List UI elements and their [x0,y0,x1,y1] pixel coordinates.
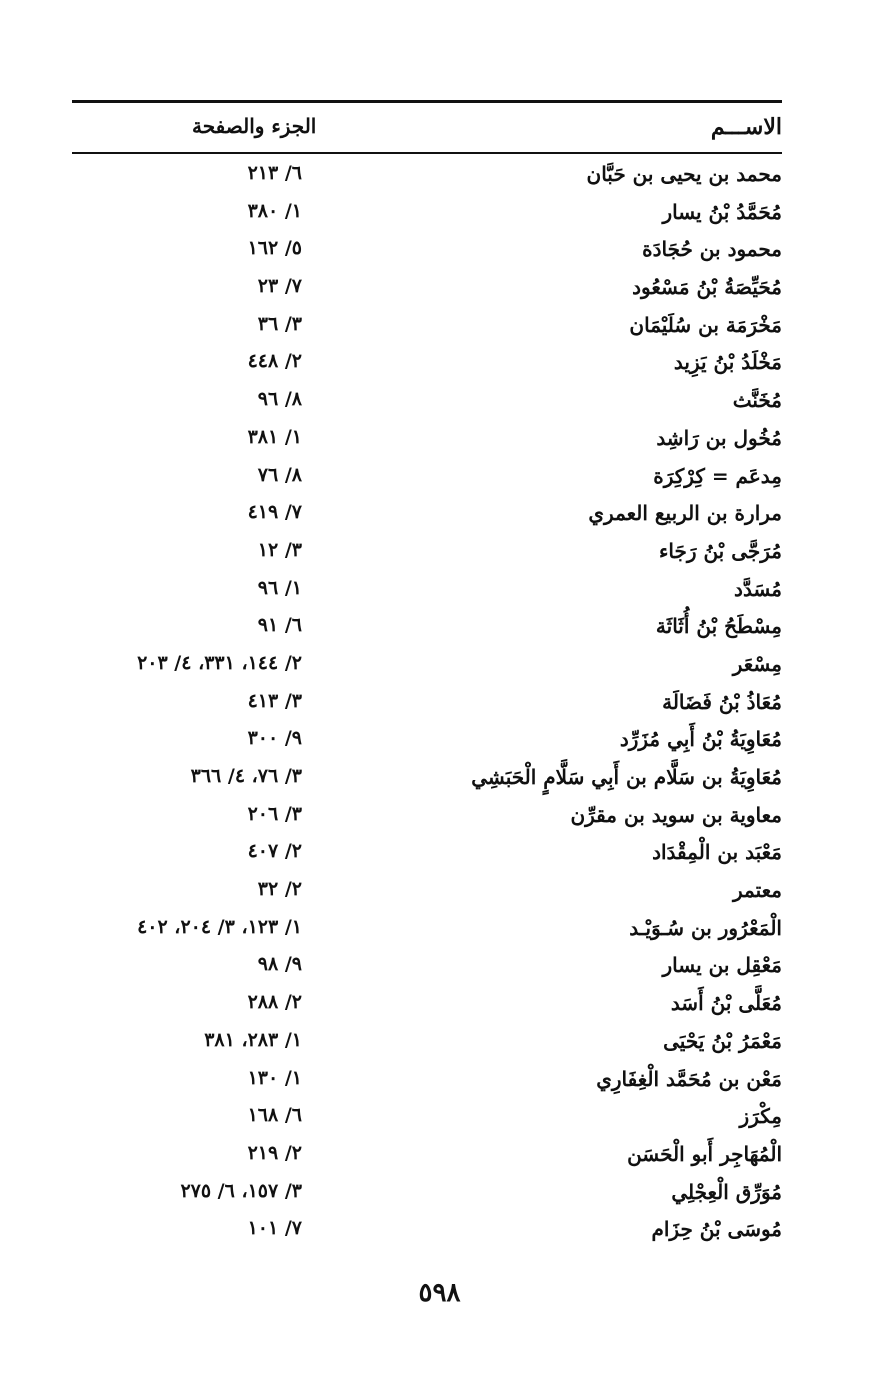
entry-reference: ١/ ١٣٠ [247,1066,302,1089]
entry-name: مُعَاذُ بْنُ فَضَالَة [662,689,782,714]
table-row [72,721,782,759]
reference-column-header: الجزء والصفحة [192,114,317,138]
table-row [72,1061,782,1099]
entry-name: مُوسَى بْنُ حِزَام [651,1217,782,1242]
entry-name: مُسَدَّد [734,576,782,601]
entry-name: مِدعَم = كِرْكِرَة [653,463,782,488]
table-row [72,910,782,948]
entry-reference: ٧/ ١٠١ [247,1217,302,1240]
table-row [72,947,782,985]
entry-reference: ٥/ ١٦٢ [247,237,302,260]
entry-reference: ٦/ ٢١٣ [247,162,302,184]
entry-name: مَعْبَد بن الْمِقْدَاد [652,840,782,865]
entry-reference: ٢/ ٢٨٨ [247,991,302,1014]
entry-name: مَخْلَدُ بْنُ يَزِيد [673,350,782,375]
entry-name: مُعَاوِيَةُ بْنُ أَبِي مُزَرِّد [619,727,782,752]
entry-name: مُعَلَّى بْنُ أَسَد [670,991,782,1016]
entry-reference: ٨/ ٧٦ [257,463,302,486]
top-rule [72,100,782,103]
table-row [72,646,782,684]
entry-name: مِسْطَحُ بْنُ أُثَاثَة [655,614,782,639]
entry-reference: ٢/ ٢١٩ [247,1141,302,1164]
name-column-header: الاســـم [710,114,782,140]
table-row [72,307,782,345]
entry-reference: ٣/ ٣٦ [257,312,302,335]
entry-name: مَعْقِل بن يسار [662,953,782,978]
table-row [72,1098,782,1136]
header-rule [72,152,782,154]
entry-name: مَعْمَرُ بْنُ يَحْيَى [663,1028,782,1053]
table-header [72,110,782,148]
table-row [72,684,782,722]
entry-reference: ٣/ ١٥٧، ٦/ ٢٧٥ [180,1179,302,1202]
entry-reference: ١/ ١٢٣، ٣/ ٢٠٤، ٤٠٢ [137,915,302,938]
table-row [72,1136,782,1174]
table-row [72,533,782,571]
entry-name: مُحَمَّدُ بْنُ يسار [662,199,782,224]
entry-reference: ٧/ ٤١٩ [247,501,302,524]
entry-reference: ٢/ ٤٠٧ [247,840,302,863]
entry-reference: ٦/ ٩١ [257,614,302,637]
table-row [72,872,782,910]
entry-reference: ١/ ٢٨٣، ٣٨١ [204,1028,302,1051]
entry-name: معاوية بن سويد بن مقرِّن [570,802,782,827]
table-row [72,495,782,533]
entry-name: معتمر [733,878,782,903]
entry-reference: ٢/ ١٤٤، ٣٣١، ٤/ ٢٠٣ [137,651,302,674]
table-row [72,344,782,382]
page-number: ٥٩٨ [418,1278,461,1308]
table-row [72,1211,782,1249]
entry-reference: ١/ ٣٨١ [247,425,302,448]
entry-name: مُرَجَّى بْنُ رَجَاء [658,538,782,563]
entry-name: مِكْرَز [739,1104,782,1129]
entry-name: مَخْرَمَة بن سُلَيْمَان [629,312,782,337]
table-row [72,194,782,232]
entry-reference: ٩/ ٣٠٠ [247,727,302,750]
table-row [72,797,782,835]
entry-name: مِسْعَر [732,651,782,676]
entry-name: مُعَاوِيَةُ بن سَلَّام بن أَبِي سَلَّامٍ الْحَبَشِي [471,765,782,789]
entry-reference: ٣/ ٧٦، ٤/ ٣٦٦ [190,765,302,787]
table-row [72,759,782,797]
entry-name: مُخَنَّث [732,388,782,413]
table-row [72,985,782,1023]
table-row [72,1023,782,1061]
table-row [72,571,782,609]
entry-name: مُوَرِّق الْعِجْلِي [671,1179,782,1204]
table-row [72,231,782,269]
table-row [72,458,782,496]
entry-name: الْمُهَاجِر أَبو الْحَسَن [627,1141,782,1166]
entry-name: مرارة بن الربيع العمري [588,501,782,526]
entry-name: مُحَيِّصَةُ بْنُ مَسْعُود [632,275,782,300]
entry-reference: ٩/ ٩٨ [257,953,302,976]
entry-name: محمود بن حُجَادَة [642,237,782,262]
table-row [72,608,782,646]
table-row [72,156,782,194]
entry-name: مَعْن بن مُحَمَّد الْغِفَارِي [596,1066,782,1091]
entry-reference: ٢/ ٤٤٨ [247,350,302,373]
entry-reference: ٨/ ٩٦ [257,388,302,411]
table-row [72,420,782,458]
entry-name: الْمَعْرُور بن سُـوَيْـد [629,915,782,940]
entry-reference: ٢/ ٣٢ [257,878,302,901]
table-row [72,834,782,872]
index-table [72,156,782,1249]
table-row [72,382,782,420]
entry-reference: ٦/ ١٦٨ [247,1104,302,1127]
entry-reference: ١/ ٣٨٠ [247,199,302,222]
entry-reference: ٣/ ٢٠٦ [247,802,302,825]
entry-name: مُخُول بن رَاشِد [656,425,782,450]
table-row [72,269,782,307]
entry-name: محمد بن يحيى بن حَبَّان [586,162,782,186]
entry-reference: ٣/ ٤١٣ [247,689,302,712]
table-row [72,1174,782,1212]
entry-reference: ٧/ ٢٣ [257,275,302,298]
entry-reference: ١/ ٩٦ [257,576,302,599]
entry-reference: ٣/ ١٢ [257,538,302,561]
